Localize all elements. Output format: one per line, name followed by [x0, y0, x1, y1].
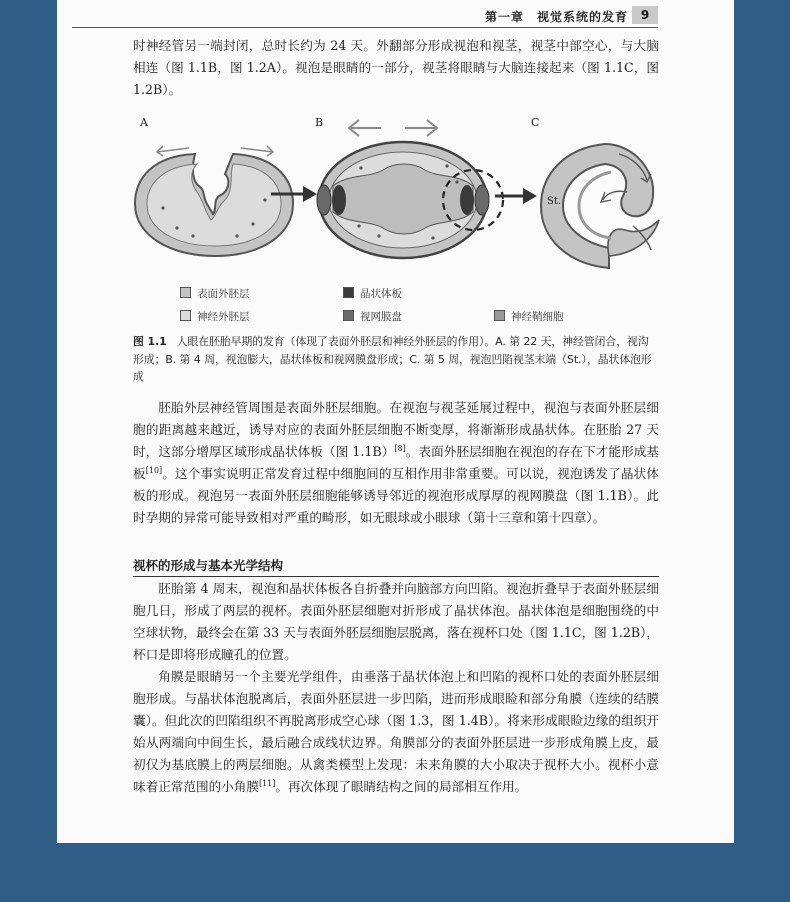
- citation: [11]: [258, 778, 276, 788]
- section-heading: 视杯的形成与基本光学结构: [133, 556, 659, 577]
- optic-stalk-label: St.: [547, 196, 562, 207]
- caption-text: 人眼在胚胎早期的发育（体现了表面外胚层和神经外胚层的作用）。A. 第 22 天，神经管闭合，视沟形成；B. 第 4 周，视泡膨大，晶状体板和视网膜盘形成；C. 第 5 周，视泡凹陷视茎末端（St.），晶状体泡形成: [133, 335, 652, 383]
- legend-neural-crest: 神经鞘细胞: [494, 309, 564, 324]
- citation: [10]: [145, 465, 163, 475]
- panel-label-b: B: [315, 116, 324, 129]
- panel-label-c: C: [531, 116, 540, 129]
- legend-swatch: [494, 310, 505, 321]
- arrow-b-to-c: [495, 188, 537, 204]
- panel-label-a: A: [140, 116, 148, 129]
- legend-swatch: [343, 287, 354, 298]
- legend-surface-ectoderm: 表面外胚层: [180, 286, 250, 301]
- legend-neural-ectoderm: 神经外胚层: [180, 309, 250, 324]
- figure-1-1-diagram: [133, 108, 663, 278]
- intro-paragraph: 时神经管另一端封闭，总时长约为 24 天。外翻部分形成视泡和视茎，视茎中部空心，与大脑相连（图 1.1B，图 1.2A）。视泡是眼睛的一部分，视茎将眼睛与大脑连接起来（图 1.1C，图 1.2B）。: [133, 38, 659, 97]
- running-header: [72, 5, 658, 28]
- page-number: 9: [632, 6, 658, 24]
- chapter-title: 第一章 视觉系统的发育: [484, 10, 628, 24]
- paragraph-optic-cup: 胚胎第 4 周末，视泡和晶状体板各自折叠并向脑部方向凹陷。视泡折叠早于表面外胚层细胞几日，形成了两层的视杯。表面外胚层细胞对折形成了晶状体泡。晶状体泡是细胞围绕的中空球状物，最终会在第 33 天与表面外胚层细胞层脱离，落在视杯口处（图 1.1C，图 1.2B），杯口是即将形成瞳孔的位置。: [133, 581, 659, 662]
- figure-caption: [133, 333, 659, 386]
- caption-label: 图 1.1: [133, 335, 167, 348]
- legend-swatch: [180, 287, 191, 298]
- panel-a-neural-tube: [135, 146, 293, 256]
- panel-b-optic-vesicle: [317, 120, 503, 258]
- paragraph-cornea: 角膜是眼睛另一个主要光学组件，由垂落于晶状体泡上和凹陷的视杯口处的表面外胚层细胞形成。与晶状体泡脱离后，表面外胚层进一步凹陷，进而形成眼睑和部分角膜（连续的结膜囊）。但此次的凹陷组织不再脱离形成空心球（图 1.3，图 1.4B）。将来形成眼睑边缘的组织开始从两端向中间生长，最后融合成线状边界。角膜部分的表面外胚层进一步形成角膜上皮，最初仅为基底膜上的两层细胞。从禽类模型上发现：未来角膜的大小取决于视杯大小。视杯小意味着正常范围的小角膜[11]。再次体现了眼睛结构之间的局部相互作用。: [133, 669, 659, 794]
- citation: [8]: [394, 443, 406, 453]
- legend-retinal-disc: 视网膜盘: [343, 309, 402, 324]
- legend-swatch: [343, 310, 354, 321]
- legend-swatch: [180, 310, 191, 321]
- paragraph-lens-induction: 胚胎外层神经管周围是表面外胚层细胞。在视泡与视茎延展过程中，视泡与表面外胚层细胞的距离越来越近，诱导对应的表面外胚层细胞不断变厚，将渐渐形成晶状体。在胚胎 27 天时，这部分增厚区域形成晶状体板（图 1.1B）[8]。表面外胚层细胞在视泡的存在下才能形成基板[10]。这个事实说明正常发育过程中细胞间的互相作用非常重要。可以说，视泡诱发了晶状体板的形成。视泡另一表面外胚层细胞能够诱导邻近的视泡形成厚厚的视网膜盘（图 1.1B）。此时孕期的异常可能导致相对严重的畸形，如无眼球或小眼球（第十三章和第十四章）。: [133, 400, 660, 525]
- panel-c-optic-cup: [541, 144, 659, 268]
- legend-lens-placode: 晶状体板: [343, 286, 402, 301]
